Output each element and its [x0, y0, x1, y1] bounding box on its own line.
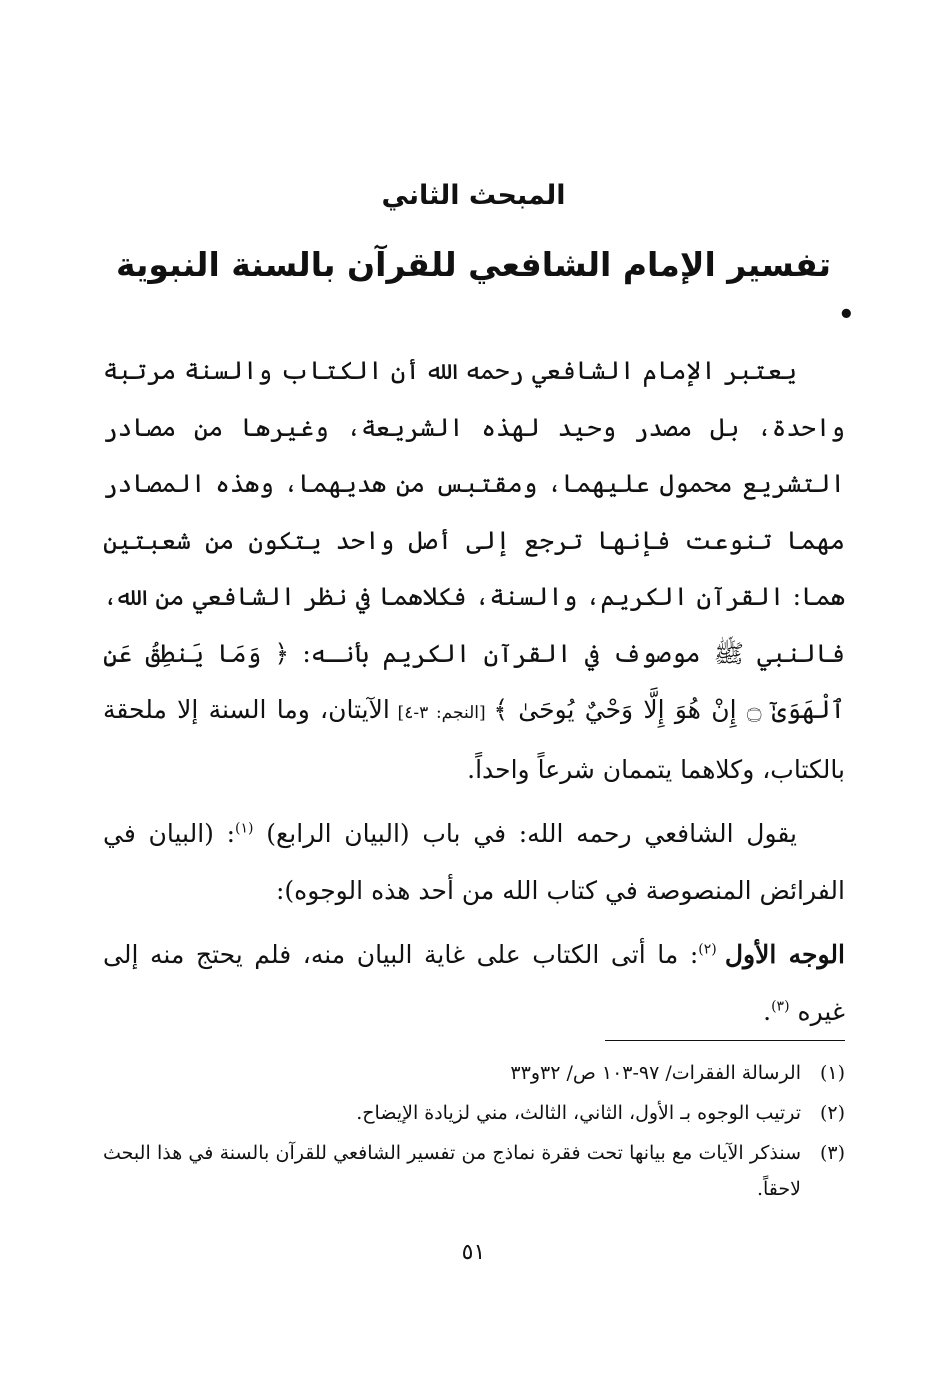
paragraph-1-text-b: الآيتان، وما السنة إلا ملحقة بالكتاب، وكلاهما يتممان شرعاً واحداً.: [103, 695, 845, 784]
footnote-ref-3[interactable]: (٣): [771, 998, 790, 1015]
bullet-mark: •: [838, 300, 855, 330]
footnote-number: (٣): [819, 1142, 845, 1164]
paragraph-3-heading: الوجه الأول: [724, 940, 845, 969]
footnote-divider: [605, 1040, 845, 1041]
footnote-ref-2[interactable]: (٢): [698, 941, 725, 958]
chapter-title: تفسير الإمام الشافعي للقرآن بالسنة النبوية: [116, 245, 831, 284]
footnote-number: (٢): [819, 1102, 845, 1124]
page-number: ٥١: [461, 1240, 486, 1265]
footnote-text: ترتيب الوجوه بـ الأول، الثاني، الثالث، مني لزيادة الإيضاح.: [356, 1102, 801, 1124]
paragraph-2: [103, 806, 845, 919]
paragraph-2-text-b: : (البيان في الفرائض المنصوصة في كتاب الله من أحد هذه الوجوه):: [103, 819, 845, 905]
paragraph-3-text-a: : ما أتى الكتاب على غاية البيان منه، فلم يحتج منه إلى غيره: [103, 940, 845, 1026]
paragraph-2-text-a: يقول الشافعي رحمه الله: في باب (البيان الرابع): [253, 819, 797, 848]
main-text: [103, 343, 845, 1048]
paragraph-3: [103, 927, 845, 1040]
footnote-number: (١): [819, 1062, 845, 1084]
section-label: المبحث الثاني: [381, 180, 566, 211]
quran-verse: ﴿ وَمَا يَنطِقُ عَنِ ٱلْهَوَىٰٓ ۝ إِنْ هُوَ إِلَّا وَحْيٌ يُوحَىٰ ﴾: [103, 638, 845, 724]
paragraph-1-text-a: يعتبر الإمام الشافعي رحمه الله أن الكتاب والسنة مرتبة واحدة، بل مصدر وحيد لهذه الشريعة، وغيرها من مصادر التشريع محمول عليهما، ومقتبس من هديهما، وهذه المصادر مهما تنوعت فإنها ترجع إلى أصل واحد يتكون من شعبتين هما: القرآن الكريم، والسنة، فكلاهما في نظر الشافعي من الله، فالنبي ﷺ موصوف في القرآن الكريم بأنـه:: [103, 356, 845, 668]
footnote-1: [103, 1055, 845, 1091]
verse-citation: [النجم: ٣-٤]: [389, 703, 494, 723]
footnote-2: [103, 1095, 845, 1131]
footnote-text: سنذكر الآيات مع بيانها تحت فقرة نماذج من تفسير الشافعي للقرآن بالسنة في هذا البحث لاحقاً.: [103, 1142, 801, 1200]
paragraph-1: [103, 343, 845, 798]
footnote-3: [103, 1135, 845, 1207]
footnotes: [103, 1055, 845, 1211]
paragraph-3-text-b: .: [763, 996, 772, 1026]
footnote-text: الرسالة الفقرات/ ٩٧-١٠٣ ص/ ٣٢و٣٣: [510, 1062, 801, 1084]
footnote-ref-1[interactable]: (١): [235, 820, 254, 837]
